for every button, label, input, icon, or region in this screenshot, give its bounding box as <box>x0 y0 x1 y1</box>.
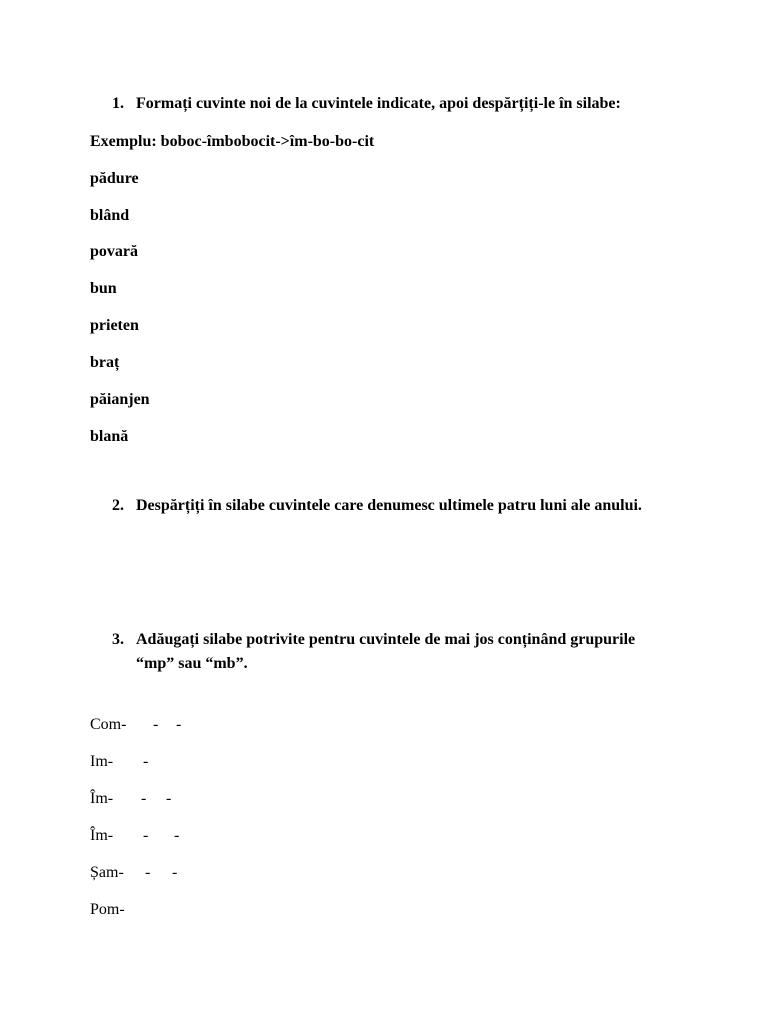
syllable-blank: - <box>145 864 151 881</box>
exercise-1-number: 1. <box>112 95 124 112</box>
syllable-prefix: Im- <box>90 753 114 770</box>
syllable-prefix: Îm- <box>90 790 114 807</box>
syllable-prefix: Șam- <box>90 864 124 881</box>
exercise-3-instruction: Adăugați silabe potrivite pentru cuvintele de mai jos conținând grupurile “mp” sau “mb”. <box>136 631 636 672</box>
syllable-prefix: Îm- <box>90 827 114 844</box>
syllable-blank: - <box>176 716 182 733</box>
word-item: blând <box>90 207 130 224</box>
syllable-item <box>90 863 178 883</box>
syllable-blank: - <box>166 790 172 807</box>
word-item: bun <box>90 280 117 297</box>
syllable-blank: - <box>143 753 149 770</box>
syllable-item <box>90 789 172 809</box>
exercise-2-instruction: Despărțiți în silabe cuvintele care denumesc ultimele patru luni ale anului. <box>136 497 642 514</box>
exercise-1-instruction: Formați cuvinte noi de la cuvintele indicate, apoi despărțiți-le în silabe: <box>136 95 621 112</box>
syllable-prefix: Pom- <box>90 901 125 918</box>
syllable-blank: - <box>172 864 178 881</box>
exercise-3-number: 3. <box>112 631 124 648</box>
syllable-prefix: Com- <box>90 716 127 733</box>
syllable-item <box>90 715 182 735</box>
word-item: pădure <box>90 170 139 187</box>
syllable-item <box>90 752 149 772</box>
syllable-item <box>90 826 180 846</box>
syllable-item <box>90 900 125 920</box>
syllable-blank: - <box>143 827 149 844</box>
word-item: braț <box>90 354 120 371</box>
word-item: blană <box>90 428 129 445</box>
word-item: păianjen <box>90 391 150 408</box>
syllable-blank: - <box>153 716 159 733</box>
word-item: prieten <box>90 317 139 334</box>
syllable-blank: - <box>141 790 147 807</box>
example-line: Exemplu: boboc-îmbobocit->îm-bo-bo-cit <box>90 133 375 150</box>
word-item: povară <box>90 243 138 260</box>
exercise-2-number: 2. <box>112 497 124 514</box>
syllable-blank: - <box>174 827 180 844</box>
